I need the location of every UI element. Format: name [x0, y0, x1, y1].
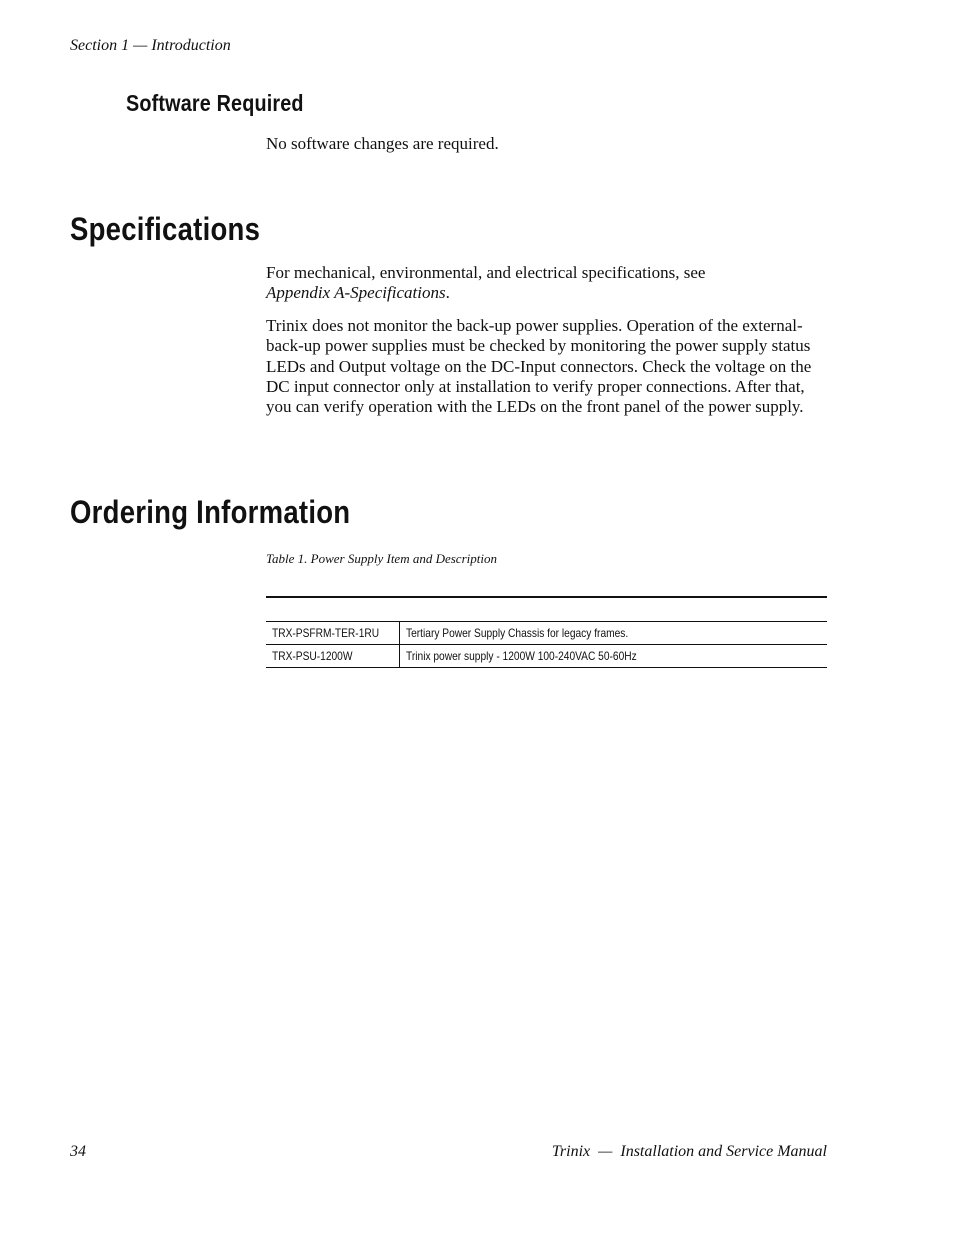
software-required-text: No software changes are required. [266, 134, 499, 153]
table-cell-description: Tertiary Power Supply Chassis for legacy frames. [406, 626, 629, 640]
specifications-paragraph-1-text: For mechanical, environmental, and electrical specifications, see [266, 263, 706, 282]
table-cell-item: TRX-PSU-1200W [266, 645, 400, 667]
power-supply-table [266, 596, 827, 668]
table-caption: Table 1. Power Supply Item and Description [266, 551, 497, 566]
table-cell-description: Trinix power supply - 1200W 100-240VAC 50-60Hz [406, 649, 637, 663]
table-cell-item: TRX-PSFRM-TER-1RU [266, 622, 400, 644]
table-row [266, 645, 827, 668]
specifications-paragraph-1 [266, 263, 826, 304]
specifications-heading: Specifications [70, 211, 261, 247]
table-row [266, 622, 827, 645]
specifications-paragraph-1-end: . [445, 283, 450, 303]
table-header-spacer [266, 598, 827, 622]
specifications-paragraph-2: Trinix does not monitor the back-up power supplies. Operation of the external-back-up power supplies must be checked by monitoring the power supply status LEDs and Output voltage on the DC-Input connectors. Check the voltage on the DC input connector only at installation to verify proper connections. After that, you can verify operation with the LEDs on the front panel of the power supply. [266, 316, 812, 417]
running-header: Section 1 — Introduction [70, 37, 231, 54]
manual-title: Trinix — Installation and Service Manual [551, 1143, 827, 1160]
ordering-information-heading: Ordering Information [70, 494, 351, 530]
appendix-reference-link[interactable]: Appendix A-Specifications [266, 283, 446, 303]
page-number: 34 [70, 1143, 86, 1160]
software-required-heading: Software Required [126, 90, 304, 116]
